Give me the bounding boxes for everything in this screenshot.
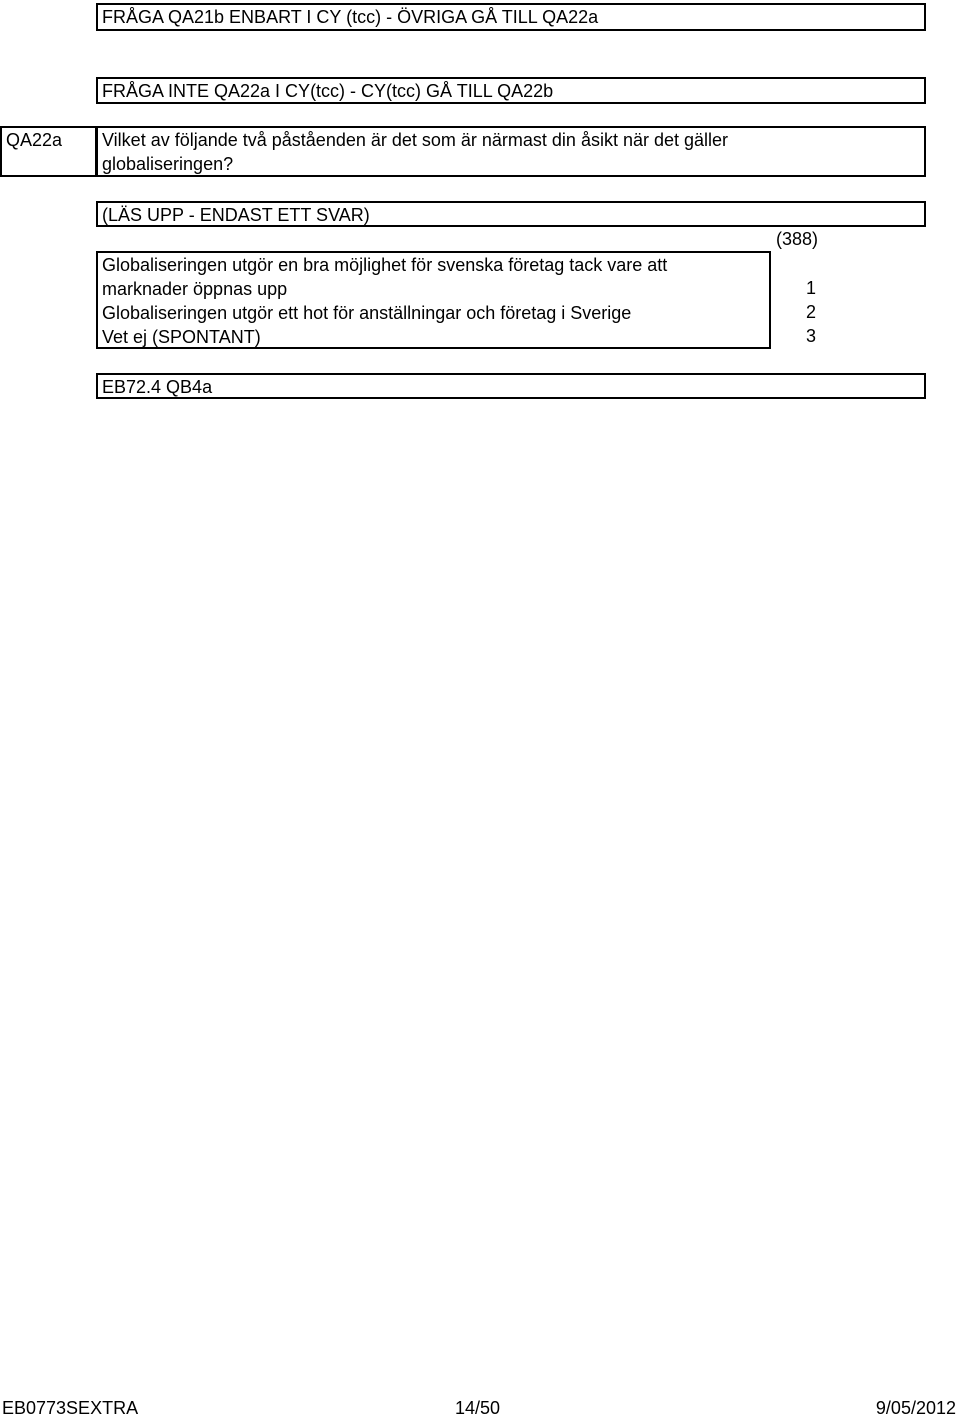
routing-instruction-2 [96,77,926,104]
question-id-box [0,126,97,177]
routing-text-2: FRÅGA INTE QA22a I CY(tcc) - CY(tcc) GÅ TILL QA22b [102,81,554,101]
routing-instruction-1 [96,3,926,31]
instruction-box [96,201,926,227]
question-text-box [96,126,926,177]
answer-3: Vet ej (SPONTANT) [102,327,261,347]
routing-text-1: FRÅGA QA21b ENBART I CY (tcc) - ÖVRIGA GÅ TILL QA22a [102,7,599,27]
source-reference-box [96,373,926,399]
answer-1-line2: marknader öppnas upp [102,279,288,299]
answer-1-line1: Globaliseringen utgör en bra möjlighet för svenska företag tack vare att [102,255,668,275]
instruction-text: (LÄS UPP - ENDAST ETT SVAR) [102,205,370,225]
question-text-line2: globaliseringen? [102,154,234,174]
answer-1-code: 1 [805,278,816,298]
source-reference: EB72.4 QB4a [102,377,213,397]
footer-date: 9/05/2012 [875,1398,956,1418]
answer-3-code: 3 [805,326,816,346]
footer-document-id: EB0773SEXTRA [2,1398,139,1418]
column-code: (388) [775,229,819,249]
answer-2-code: 2 [805,302,816,322]
answers-box [96,251,771,349]
answer-2: Globaliseringen utgör ett hot för anställningar och företag i Sverige [102,303,632,323]
question-id: QA22a [6,130,63,150]
footer-page-number: 14/50 [455,1398,501,1418]
question-text-line1: Vilket av följande två påståenden är det som är närmast din åsikt när det gäller [102,130,729,150]
